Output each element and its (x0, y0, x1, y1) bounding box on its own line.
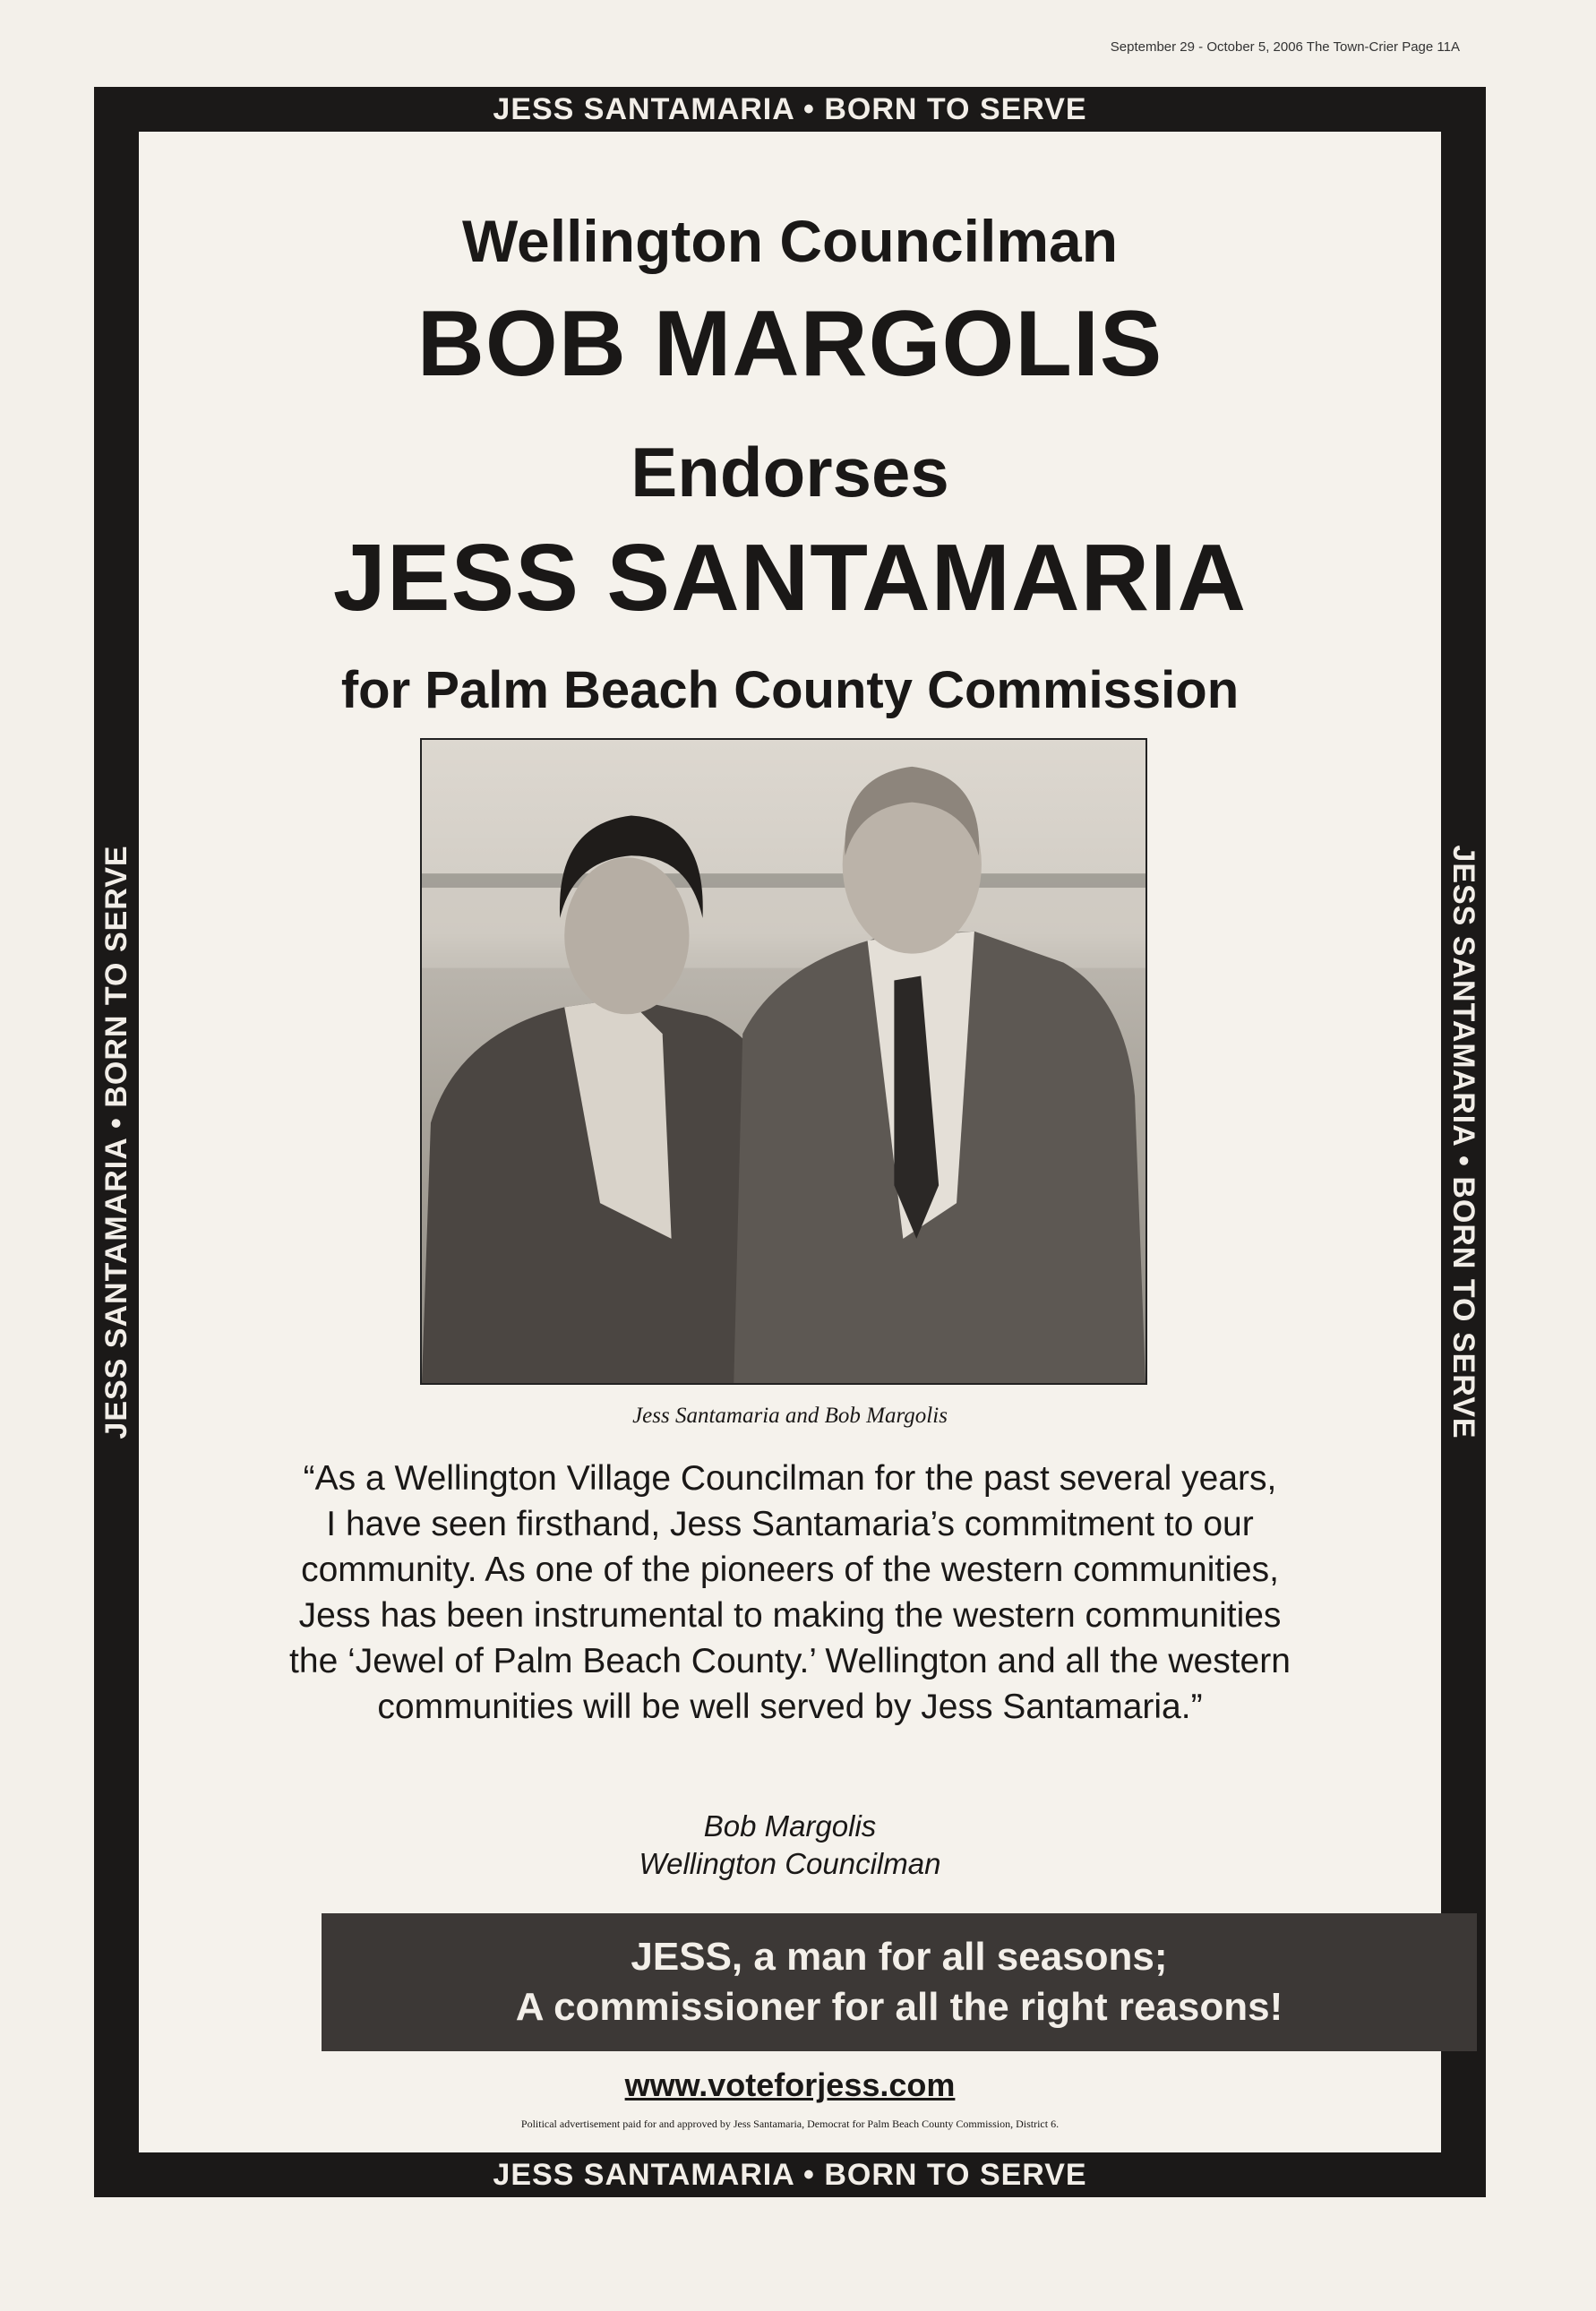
headline-line-3: Endorses (631, 433, 949, 511)
border-slogan-right: JESS SANTAMARIA • BORN TO SERVE (1446, 845, 1480, 1439)
slogan-line-1: JESS, a man for all seasons; (631, 1935, 1168, 1979)
headline-line-2: BOB MARGOLIS (416, 292, 1163, 396)
quote-line: Jess has been instrumental to making the western communities (298, 1596, 1282, 1635)
quote-line: community. As one of the pioneers of the western communities, (301, 1551, 1279, 1589)
border-slogan-bottom: JESS SANTAMARIA • BORN TO SERVE (493, 2158, 1087, 2192)
ad-border-frame (94, 87, 1486, 2197)
candidate-photo-illustration (422, 740, 1146, 1383)
headline-line-4: JESS SANTAMARIA (332, 525, 1248, 631)
candidate-photo (420, 738, 1147, 1385)
endorsement-quote (175, 1456, 1405, 1730)
signature-title: Wellington Councilman (639, 1847, 941, 1880)
quote-line: I have seen firsthand, Jess Santamaria’s commitment to our (326, 1505, 1254, 1543)
quote-line: communities will be well served by Jess Santamaria.” (377, 1688, 1203, 1726)
campaign-website-link[interactable]: www.voteforjess.com (624, 2066, 956, 2103)
photo-caption: Jess Santamaria and Bob Margolis (632, 1404, 948, 1428)
slogan-line-2: A commissioner for all the right reasons! (515, 1985, 1283, 2029)
signature-name: Bob Margolis (703, 1809, 877, 1843)
headline-line-5: for Palm Beach County Commission (340, 661, 1240, 719)
quote-line: “As a Wellington Village Councilman for the past several years, (303, 1459, 1277, 1498)
campaign-slogan-box (322, 1913, 1477, 2051)
border-slogan-top: JESS SANTAMARIA • BORN TO SERVE (493, 92, 1087, 126)
quote-line: the ‘Jewel of Palm Beach County.’ Wellington and all the western (289, 1642, 1291, 1680)
border-slogan-left: JESS SANTAMARIA • BORN TO SERVE (99, 845, 133, 1439)
headline-line-1: Wellington Councilman (461, 208, 1119, 274)
political-ad-disclaimer: Political advertisement paid for and approved by Jess Santamaria, Democrat for Palm Beach County Commission, District 6. (520, 2118, 1060, 2130)
ad-content-area (139, 132, 1441, 2152)
page-dateline: September 29 - October 5, 2006 The Town-Crier Page 11A (1110, 39, 1460, 55)
